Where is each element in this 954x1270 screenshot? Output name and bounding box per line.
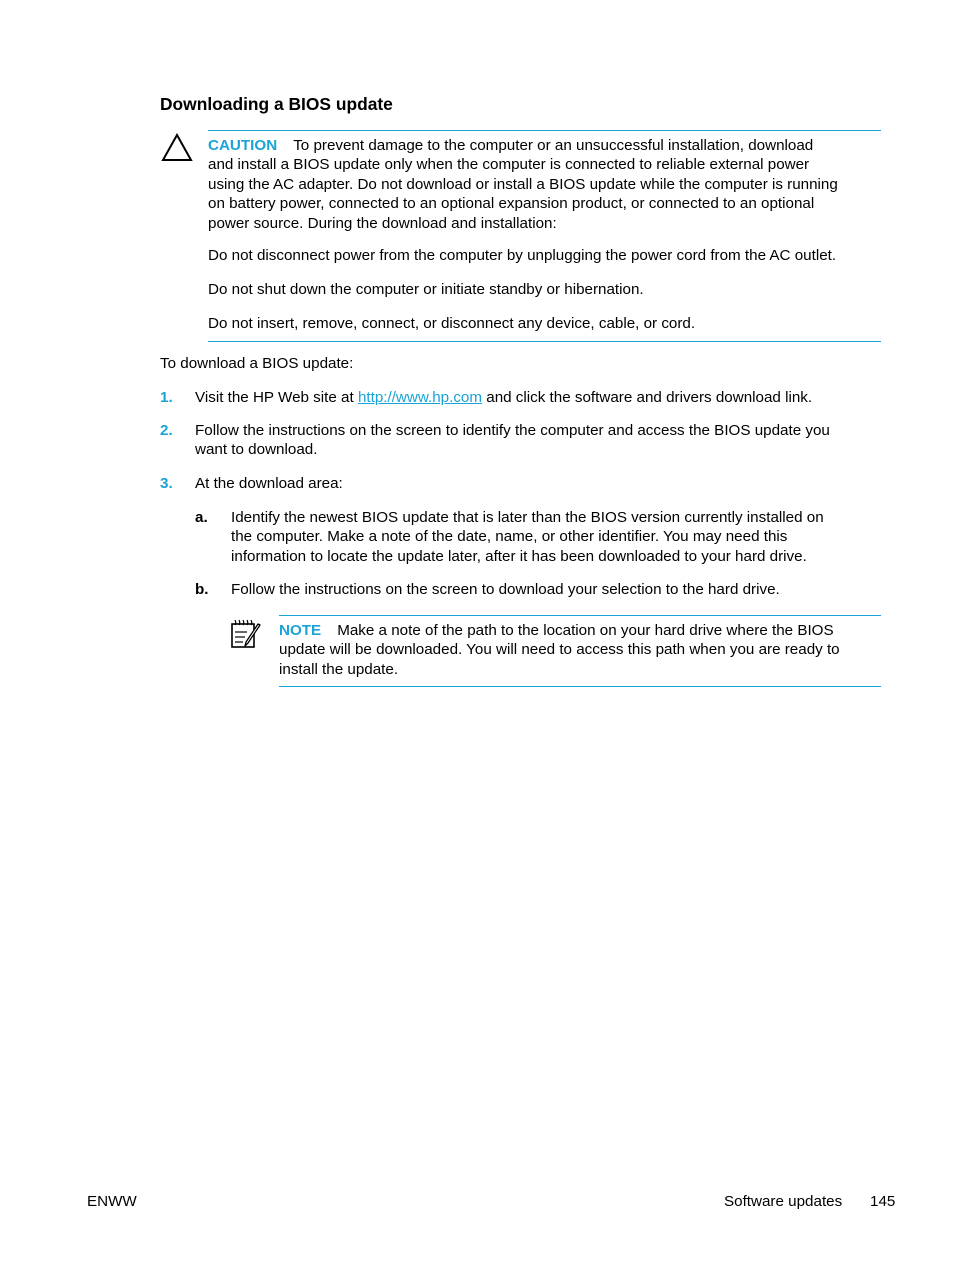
caution-bottom-rule <box>208 341 881 342</box>
section-title: Downloading a BIOS update <box>160 94 393 114</box>
note-top-rule <box>279 615 881 616</box>
caution-item: Do not insert, remove, connect, or disconnect any device, cable, or cord. <box>208 315 696 332</box>
step-line: Follow the instructions on the screen to identify the computer and access the BIOS update you <box>195 422 830 439</box>
substep-line: the computer. Make a note of the date, name, or other identifier. You may need this <box>231 528 788 546</box>
intro-text: To download a BIOS update: <box>160 355 354 372</box>
warning-triangle-icon <box>161 133 193 163</box>
step-number: 3. <box>160 475 173 492</box>
caution-line: on battery power, connected to an optional expansion product, or connected to an optional <box>208 195 815 213</box>
substep-line: Identify the newest BIOS update that is later than the BIOS version currently installed on <box>231 509 824 526</box>
note-line-1 <box>279 621 840 640</box>
notepad-icon <box>229 618 263 650</box>
note-text: Make a note of the path to the location on your hard drive where the BIOS <box>337 622 834 639</box>
caution-line: and install a BIOS update only when the computer is connected to reliable external power <box>208 156 810 174</box>
caution-body <box>208 136 838 233</box>
caution-item: Do not shut down the computer or initiate standby or hibernation. <box>208 281 644 298</box>
step-text-after: and click the software and drivers download link. <box>482 389 813 406</box>
footer-section: Software updates <box>724 1193 843 1210</box>
substep-text: Follow the instructions on the screen to download your selection to the hard drive. <box>231 581 780 598</box>
step-text <box>195 421 830 460</box>
caution-line: using the AC adapter. Do not download or install a BIOS update while the computer is running <box>208 175 838 193</box>
page-number: 145 <box>870 1193 896 1210</box>
note-body <box>279 621 840 679</box>
step-line: want to download. <box>195 441 318 459</box>
note-bottom-rule <box>279 686 881 687</box>
substep-line: information to locate the update later, after it has been downloaded to your hard drive. <box>231 547 807 565</box>
footer-left: ENWW <box>87 1193 137 1210</box>
caution-text: To prevent damage to the computer or an unsuccessful installation, download <box>293 137 814 154</box>
note-line: install the update. <box>279 660 399 678</box>
note-line: update will be downloaded. You will need to access this path when you are ready to <box>279 641 840 659</box>
caution-item: Do not disconnect power from the computer by unplugging the power cord from the AC outlet. <box>208 247 837 264</box>
caution-line-1 <box>208 136 838 155</box>
caution-line: power source. During the download and installation: <box>208 214 557 232</box>
note-label: NOTE <box>279 622 322 639</box>
step-number: 2. <box>160 422 173 439</box>
step-text <box>195 388 812 407</box>
step-number: 1. <box>160 389 173 406</box>
step-text-before: Visit the HP Web site at <box>195 389 358 406</box>
substep-text <box>231 508 824 566</box>
substep-letter: a. <box>195 509 208 526</box>
step-text: At the download area: <box>195 475 343 492</box>
caution-label: CAUTION <box>208 137 278 154</box>
substep-letter: b. <box>195 581 209 598</box>
caution-top-rule <box>208 130 881 131</box>
hp-website-link[interactable]: http://www.hp.com <box>357 389 483 406</box>
